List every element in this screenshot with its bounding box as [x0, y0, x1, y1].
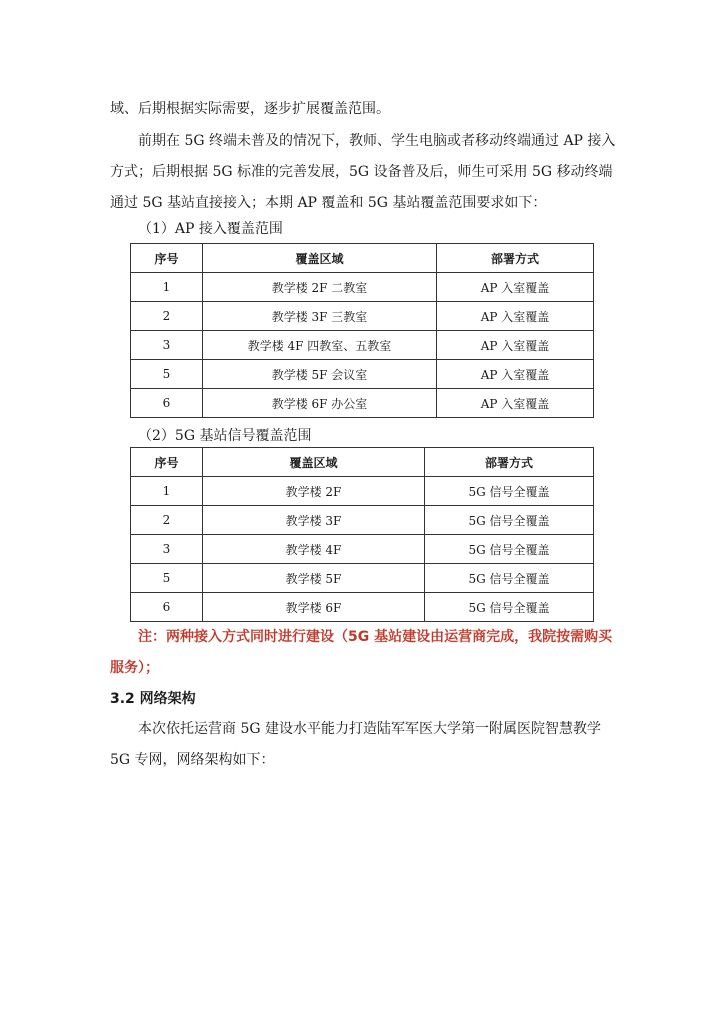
table-row: [131, 389, 594, 418]
cell-method: AP 入室覆盖: [437, 360, 594, 389]
cell-area: 教学楼 2F 二教室: [203, 273, 437, 302]
cell-area: 教学楼 4F: [203, 535, 425, 564]
cell-area: 教学楼 4F 四教室、五教室: [203, 331, 437, 360]
table-header-row: [131, 448, 594, 477]
cell-index: 5: [131, 564, 203, 593]
header-method: 部署方式: [437, 244, 594, 273]
cell-method: 5G 信号全覆盖: [425, 564, 594, 593]
cell-index: 2: [131, 506, 203, 535]
cell-index: 6: [131, 593, 203, 622]
header-area: 覆盖区域: [203, 244, 437, 273]
5g-coverage-table: [130, 447, 594, 622]
cell-method: AP 入室覆盖: [437, 302, 594, 331]
cell-area: 教学楼 2F: [203, 477, 425, 506]
table-row: [131, 506, 594, 535]
cell-area: 教学楼 6F 办公室: [203, 389, 437, 418]
table-row: [131, 477, 594, 506]
cell-method: 5G 信号全覆盖: [425, 477, 594, 506]
cell-index: 3: [131, 535, 203, 564]
caption-5g-coverage: （2）5G 基站信号覆盖范围: [138, 428, 312, 444]
table-row: [131, 360, 594, 389]
table-header-row: [131, 244, 594, 273]
table-row: [131, 273, 594, 302]
header-index: 序号: [131, 244, 203, 273]
cell-method: AP 入室覆盖: [437, 331, 594, 360]
paragraph-network-architecture: 本次依托运营商 5G 建设水平能力打造陆军军医大学第一附属医院智慧教学 5G 专网，网络架构如下：: [110, 721, 601, 768]
cell-index: 5: [131, 360, 203, 389]
cell-index: 6: [131, 389, 203, 418]
cell-area: 教学楼 5F: [203, 564, 425, 593]
table-row: [131, 535, 594, 564]
cell-index: 1: [131, 273, 203, 302]
cell-index: 3: [131, 331, 203, 360]
header-index: 序号: [131, 448, 203, 477]
table-row: [131, 331, 594, 360]
cell-area: 教学楼 6F: [203, 593, 425, 622]
cell-method: 5G 信号全覆盖: [425, 535, 594, 564]
cell-index: 1: [131, 477, 203, 506]
ap-coverage-table: [130, 243, 594, 418]
cell-index: 2: [131, 302, 203, 331]
cell-area: 教学楼 3F: [203, 506, 425, 535]
paragraph-access-methods: 前期在 5G 终端未普及的情况下，教师、学生电脑或者移动终端通过 AP 接入方式；后期根据 5G 标准的完善发展，5G 设备普及后，师生可采用 5G 移动终端通过 5G 基站直接接入；本期 AP 覆盖和 5G 基站覆盖范围要求如下：: [110, 133, 616, 211]
cell-area: 教学楼 3F 三教室: [203, 302, 437, 331]
table-row: [131, 564, 594, 593]
table-row: [131, 593, 594, 622]
section-heading: 3.2 网络架构: [110, 691, 196, 707]
cell-method: AP 入室覆盖: [437, 273, 594, 302]
cell-area: 教学楼 5F 会议室: [203, 360, 437, 389]
table-row: [131, 302, 594, 331]
construction-note: 注：两种接入方式同时进行建设（5G 基站建设由运营商完成，我院按需购买服务）；: [110, 629, 613, 676]
header-area: 覆盖区域: [203, 448, 425, 477]
caption-ap-coverage: （1）AP 接入覆盖范围: [138, 221, 283, 237]
header-method: 部署方式: [425, 448, 594, 477]
cell-method: AP 入室覆盖: [437, 389, 594, 418]
cell-method: 5G 信号全覆盖: [425, 506, 594, 535]
cell-method: 5G 信号全覆盖: [425, 593, 594, 622]
paragraph-intro-end: 域、后期根据实际需要，逐步扩展覆盖范围。: [110, 101, 390, 117]
